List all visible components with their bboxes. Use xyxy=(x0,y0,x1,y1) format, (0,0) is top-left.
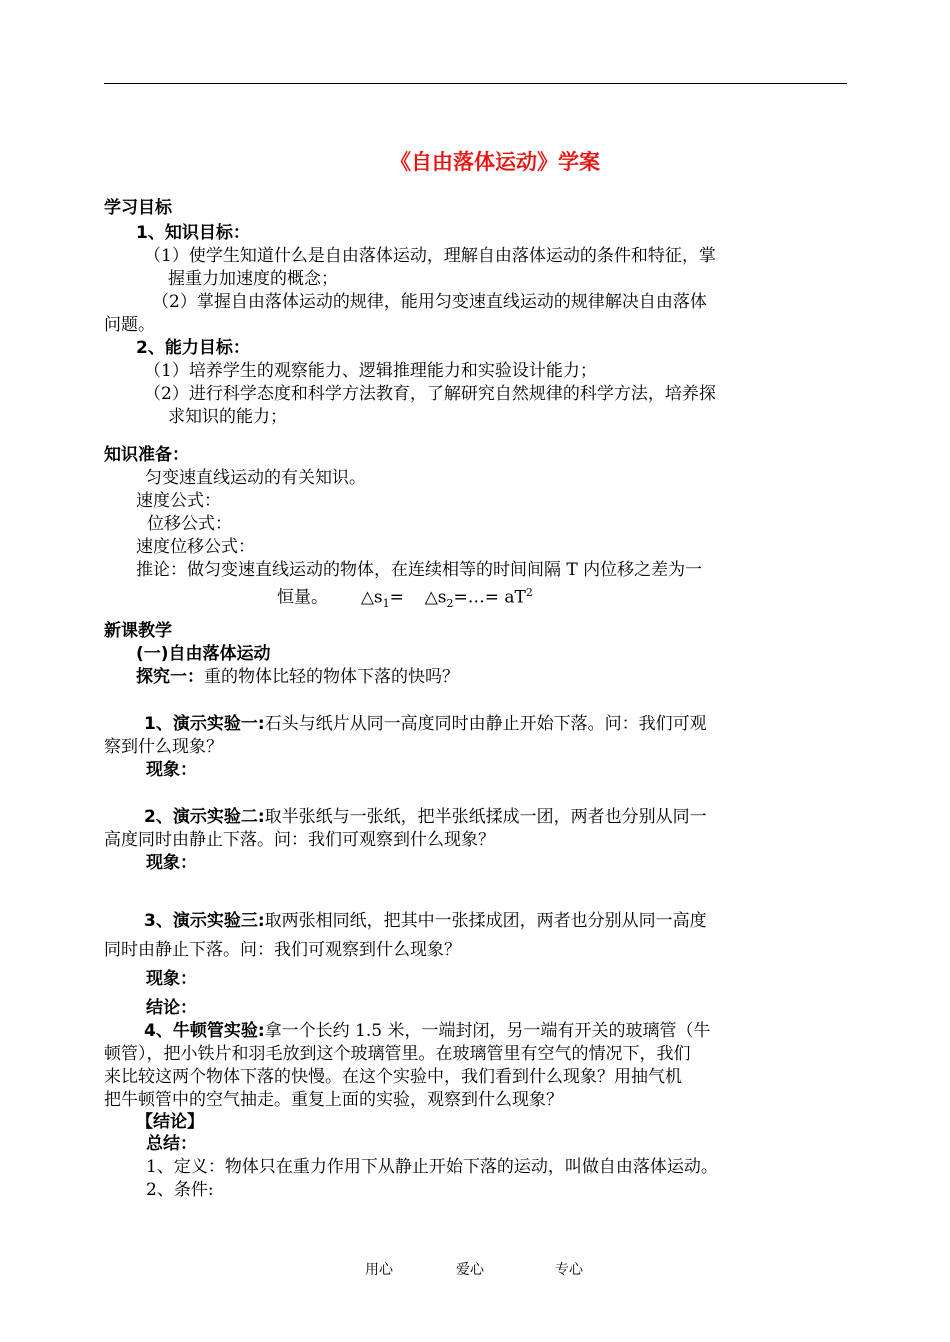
phenomenon-2: 现象： xyxy=(146,853,197,873)
knowledge-item-2-line1: （2）掌握自由落体运动的规律，能用匀变速直线运动的规律解决自由落体 xyxy=(152,292,707,312)
experiment-1-line1 xyxy=(144,713,707,735)
footer-text-1: 用心 xyxy=(365,1262,393,1278)
experiment-4-label: 4、牛顿管实验: xyxy=(144,1021,265,1041)
knowledge-item-2-line2: 问题。 xyxy=(104,315,155,335)
formula-sub-1: 1 xyxy=(382,597,390,611)
explore-1-label: 探究一： xyxy=(136,667,204,687)
experiment-2-label: 2、演示实验二: xyxy=(144,807,265,827)
knowledge-item-1-line2: 握重力加速度的概念； xyxy=(168,269,338,289)
velocity-displacement-formula-label: 速度位移公式： xyxy=(136,537,255,557)
phenomenon-1: 现象： xyxy=(146,760,197,780)
preparation-intro: 匀变速直线运动的有关知识。 xyxy=(145,468,366,488)
footer-text-3: 专心 xyxy=(555,1262,583,1278)
ability-item-2-line2: 求知识的能力； xyxy=(168,407,287,427)
formula-aT: aT xyxy=(504,587,526,608)
lesson-heading: 新课教学 xyxy=(104,621,172,641)
experiment-4-line1 xyxy=(144,1020,710,1042)
formula-sup-2: 2 xyxy=(525,586,533,599)
inference-line2 xyxy=(277,582,533,615)
formula-delta-s2: △s xyxy=(424,587,447,608)
formula-delta-s1: △s xyxy=(360,587,383,608)
ability-item-2-line1: （2）进行科学态度和科学方法教育，了解研究自然规律的科学方法，培养探 xyxy=(144,384,716,404)
summary-label: 总结： xyxy=(146,1134,197,1154)
experiment-4-line4: 把牛顿管中的空气抽走。重复上面的实验，观察到什么现象？ xyxy=(104,1090,563,1110)
experiment-4-line2: 顿管），把小铁片和羽毛放到这个玻璃管里。在玻璃管里有空气的情况下，我们 xyxy=(104,1044,691,1064)
explore-1-text: 重的物体比轻的物体下落的快吗？ xyxy=(204,667,459,687)
ability-item-1: （1）培养学生的观察能力、逻辑推理能力和实验设计能力； xyxy=(144,361,597,381)
velocity-formula-label: 速度公式： xyxy=(136,491,221,511)
knowledge-item-1-line1: （1）使学生知道什么是自由落体运动，理解自由落体运动的条件和特征，掌 xyxy=(144,246,716,266)
experiment-3-text-line1: 取两张相同纸，把其中一张揉成团，两者也分别从同一高度 xyxy=(264,911,707,931)
explore-1 xyxy=(136,666,459,688)
displacement-formula-label: 位移公式： xyxy=(147,514,232,534)
experiment-1-text-line1: 石头与纸片从同一高度同时由静止开始下落。问：我们可观 xyxy=(264,714,707,734)
experiment-2-line2: 高度同时由静止下落。问：我们可观察到什么现象？ xyxy=(104,830,495,850)
objectives-heading: 学习目标 xyxy=(104,198,172,218)
experiment-2-line1 xyxy=(144,806,707,828)
experiment-1-label: 1、演示实验一: xyxy=(144,714,265,734)
inference-text-line2: 恒量。 xyxy=(277,587,328,608)
experiment-4-line3: 来比较这两个物体下落的快慢。在这个实验中，我们看到什么现象？用抽气机 xyxy=(104,1067,682,1087)
condition: 2、条件: xyxy=(146,1180,214,1200)
inference-label: 推论： xyxy=(136,560,187,580)
experiment-4-text-line1: 拿一个长约 1.5 米，一端封闭，另一端有开关的玻璃管（牛 xyxy=(264,1021,711,1041)
experiment-1-line2: 察到什么现象？ xyxy=(104,737,223,757)
experiment-3-label: 3、演示实验三: xyxy=(144,911,265,931)
experiment-3-line2: 同时由静止下落。问：我们可观察到什么现象？ xyxy=(104,940,461,960)
experiment-2-text-line1: 取半张纸与一张纸，把半张纸揉成一团，两者也分别从同一 xyxy=(264,807,707,827)
definition: 1、定义：物体只在重力作用下从静止开始下落的运动，叫做自由落体运动。 xyxy=(146,1157,718,1177)
formula-equals-1: = xyxy=(389,587,404,608)
formula-sub-2: 2 xyxy=(446,597,454,611)
section-1-heading: (一)自由落体运动 xyxy=(136,644,271,664)
inference-text-line1: 做匀变速直线运动的物体，在连续相等的时间间隔 T 内位移之差为一 xyxy=(187,560,703,580)
top-rule xyxy=(104,83,847,84)
knowledge-objectives-heading: 1、知识目标： xyxy=(136,223,250,243)
conclusion-label: 结论： xyxy=(146,998,197,1018)
page-title: 《自由落体运动》学案 xyxy=(390,150,600,174)
ability-objectives-heading: 2、能力目标： xyxy=(136,338,250,358)
preparation-heading: 知识准备： xyxy=(104,445,189,465)
formula-equals-2: =…= xyxy=(453,587,499,608)
phenomenon-3: 现象： xyxy=(146,969,197,989)
bracket-conclusion: 【结论】 xyxy=(136,1112,204,1132)
footer-text-2: 爱心 xyxy=(456,1262,484,1278)
experiment-3-line1 xyxy=(144,910,707,932)
inference-line1 xyxy=(136,559,702,581)
